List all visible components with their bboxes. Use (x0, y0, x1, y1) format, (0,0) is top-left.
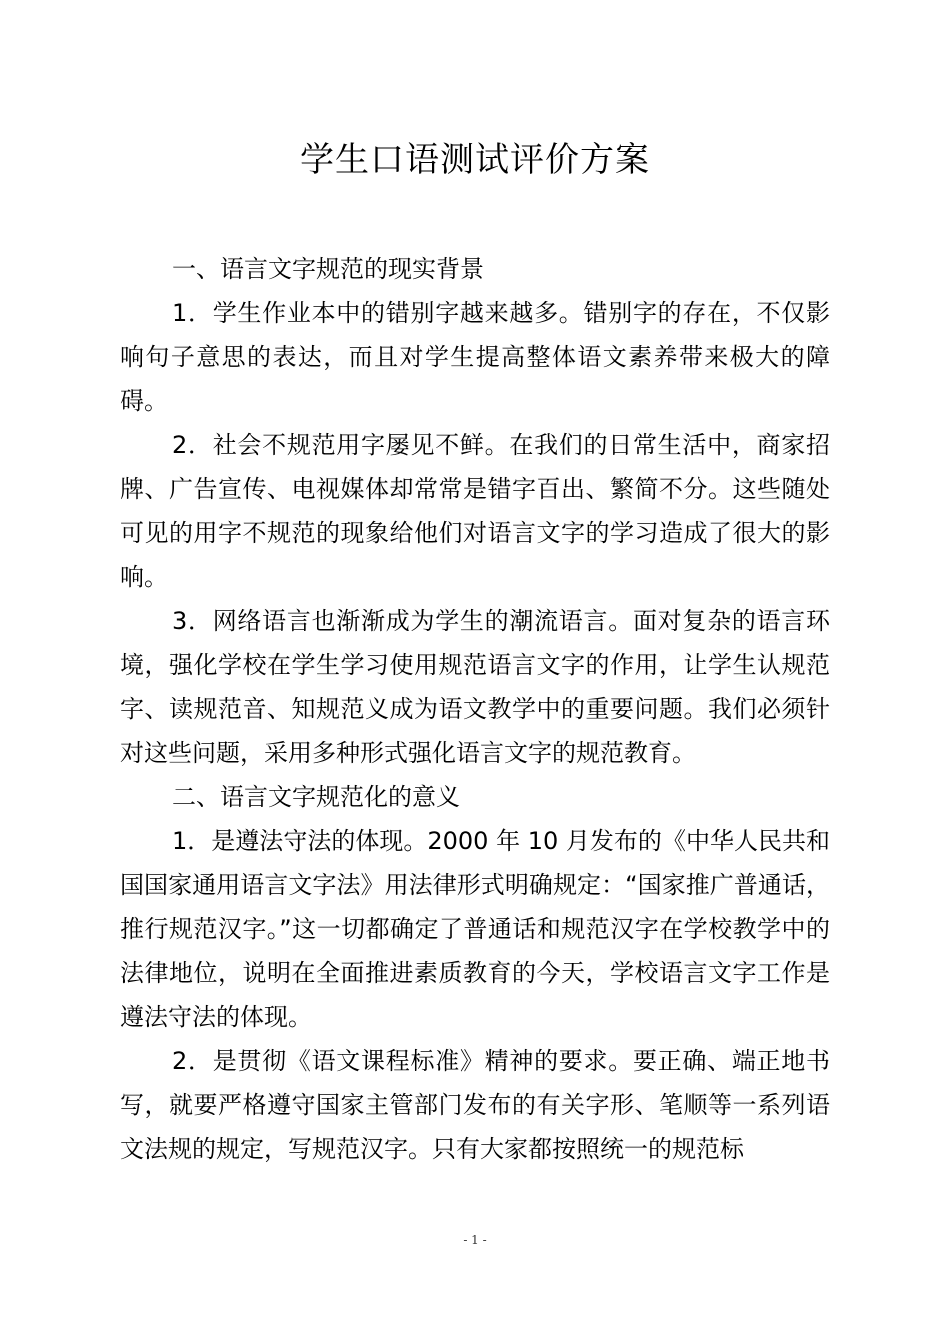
paragraph: 3．网络语言也渐渐成为学生的潮流语言。面对复杂的语言环境，强化学校在学生学习使用规范语言文字的作用，让学生认规范字、读规范音、知规范义成为语文教学中的重要问题。我们必须针对这些问题，采用多种形式强化语言文字的规范教育。 (120, 607, 830, 767)
paragraph: 2．社会不规范用字屡见不鲜。在我们的日常生活中，商家招牌、广告宣传、电视媒体却常常是错字百出、繁简不分。这些随处可见的用字不规范的现象给他们对语言文字的学习造成了很大的影响。 (120, 431, 830, 591)
section-heading: 二、语言文字规范化的意义 (172, 783, 460, 811)
section-significance (120, 775, 830, 1171)
paragraph: 1．学生作业本中的错别字越来越多。错别字的存在，不仅影响句子意思的表达，而且对学生提高整体语文素养带来极大的障碍。 (120, 299, 830, 415)
document-title: 学生口语测试评价方案 (300, 140, 650, 180)
paragraph: 1．是遵法守法的体现。2000 年 10 月发布的《中华人民共和国国家通用语言文字法》用法律形式明确规定：“国家推广普通话，推行规范汉字。”这一切都确定了普通话和规范汉字在学校教学中的法律地位，说明在全面推进素质教育的今天，学校语言文字工作是遵法守法的体现。 (120, 827, 830, 1031)
document-body (120, 247, 830, 1171)
section-background (120, 247, 830, 775)
paragraph: 2．是贯彻《语文课程标准》精神的要求。要正确、端正地书写，就要严格遵守国家主管部门发布的有关字形、笔顺等一系列语文法规的规定，写规范汉字。只有大家都按照统一的规范标 (120, 1047, 830, 1163)
page-number: - 1 - (463, 1233, 487, 1247)
section-heading: 一、语言文字规范的现实背景 (172, 255, 484, 283)
